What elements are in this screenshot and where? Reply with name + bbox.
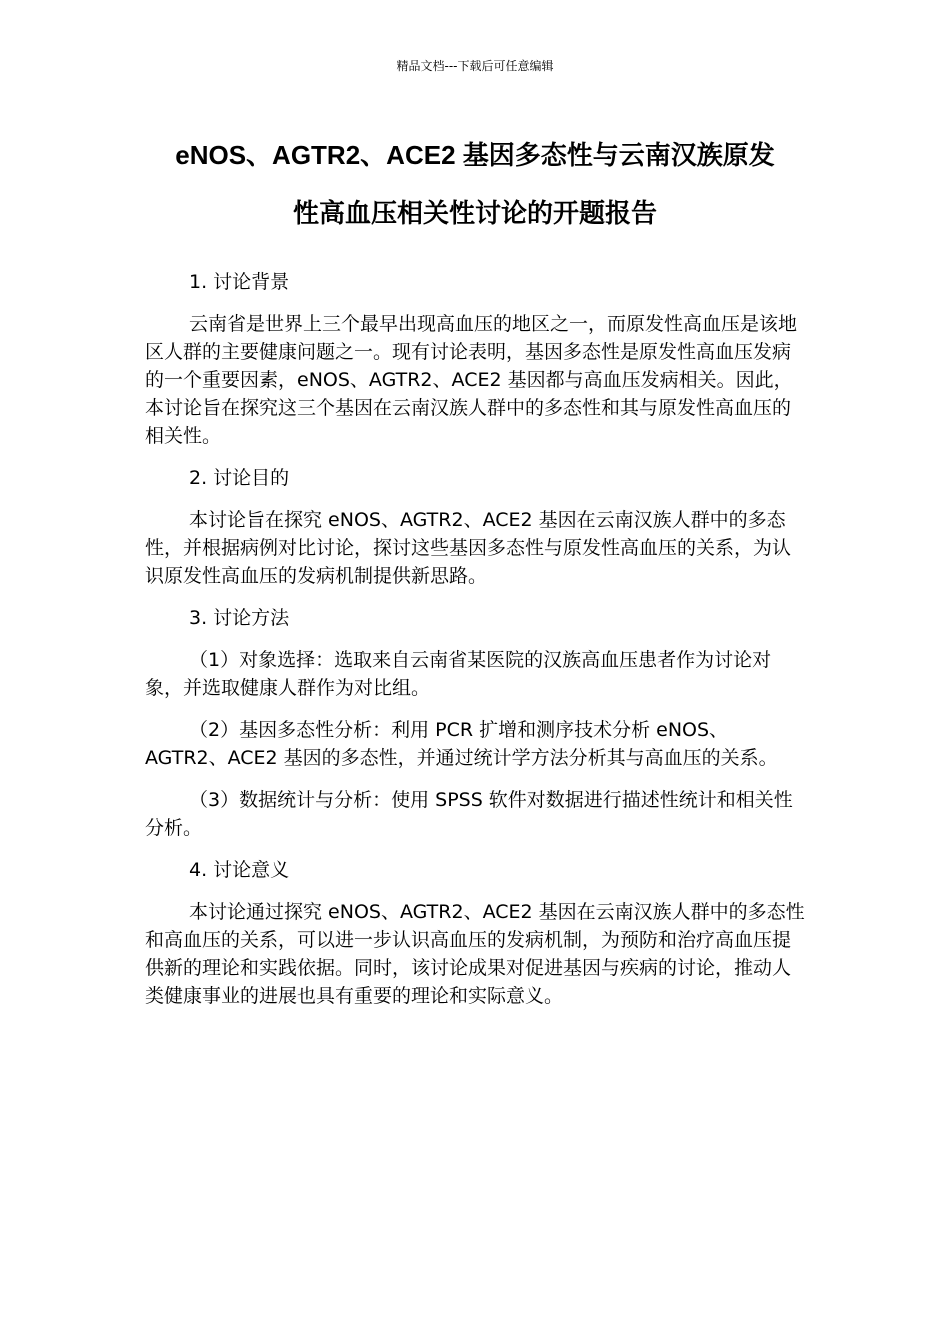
section-heading: 3. 讨论方法 xyxy=(189,607,290,629)
title-line-2: 性高血压相关性讨论的开题报告 xyxy=(292,198,657,228)
paragraph: 本讨论旨在探究 eNOS、AGTR2、ACE2 基因在云南汉族人群中的多态性，并根据病例对比讨论，探讨这些基因多态性与原发性高血压的关系，为认识原发性高血压的发病机制提供新思路。 xyxy=(145,509,792,587)
section-heading: 4. 讨论意义 xyxy=(189,859,290,881)
paragraph: 本讨论通过探究 eNOS、AGTR2、ACE2 基因在云南汉族人群中的多态性和高血压的关系，可以进一步认识高血压的发病机制，为预防和治疗高血压提供新的理论和实践依据。同时，该讨论成果对促进基因与疾病的讨论，推动人类健康事业的进展也具有重要的理论和实际意义。 xyxy=(145,901,805,1007)
document-title xyxy=(145,126,805,242)
section-methods xyxy=(145,604,805,842)
method-item: （2）基因多态性分析：利用 PCR 扩增和测序技术分析 eNOS、AGTR2、ACE2 基因的多态性，并通过统计学方法分析其与高血压的关系。 xyxy=(145,719,778,769)
section-significance xyxy=(145,856,805,1010)
document-body xyxy=(145,268,805,1024)
header-note: 精品文档---下载后可任意编辑 xyxy=(396,59,554,73)
section-heading: 1. 讨论背景 xyxy=(189,271,290,293)
section-heading: 2. 讨论目的 xyxy=(189,467,290,489)
paragraph: 云南省是世界上三个最早出现高血压的地区之一，而原发性高血压是该地区人群的主要健康问题之一。现有讨论表明，基因多态性是原发性高血压发病的一个重要因素，eNOS、AGTR2、ACE2 基因都与高血压发病相关。因此，本讨论旨在探究这三个基因在云南汉族人群中的多态性和其与原发性高血压的相关性。 xyxy=(145,313,798,447)
method-item: （1）对象选择：选取来自云南省某医院的汉族高血压患者作为讨论对象，并选取健康人群作为对比组。 xyxy=(145,649,772,699)
section-purpose xyxy=(145,464,805,590)
method-item: （3）数据统计与分析：使用 SPSS 软件对数据进行描述性统计和相关性分析。 xyxy=(145,789,793,839)
title-line-1: eNOS、AGTR2、ACE2 基因多态性与云南汉族原发 xyxy=(175,140,775,170)
section-background xyxy=(145,268,805,450)
